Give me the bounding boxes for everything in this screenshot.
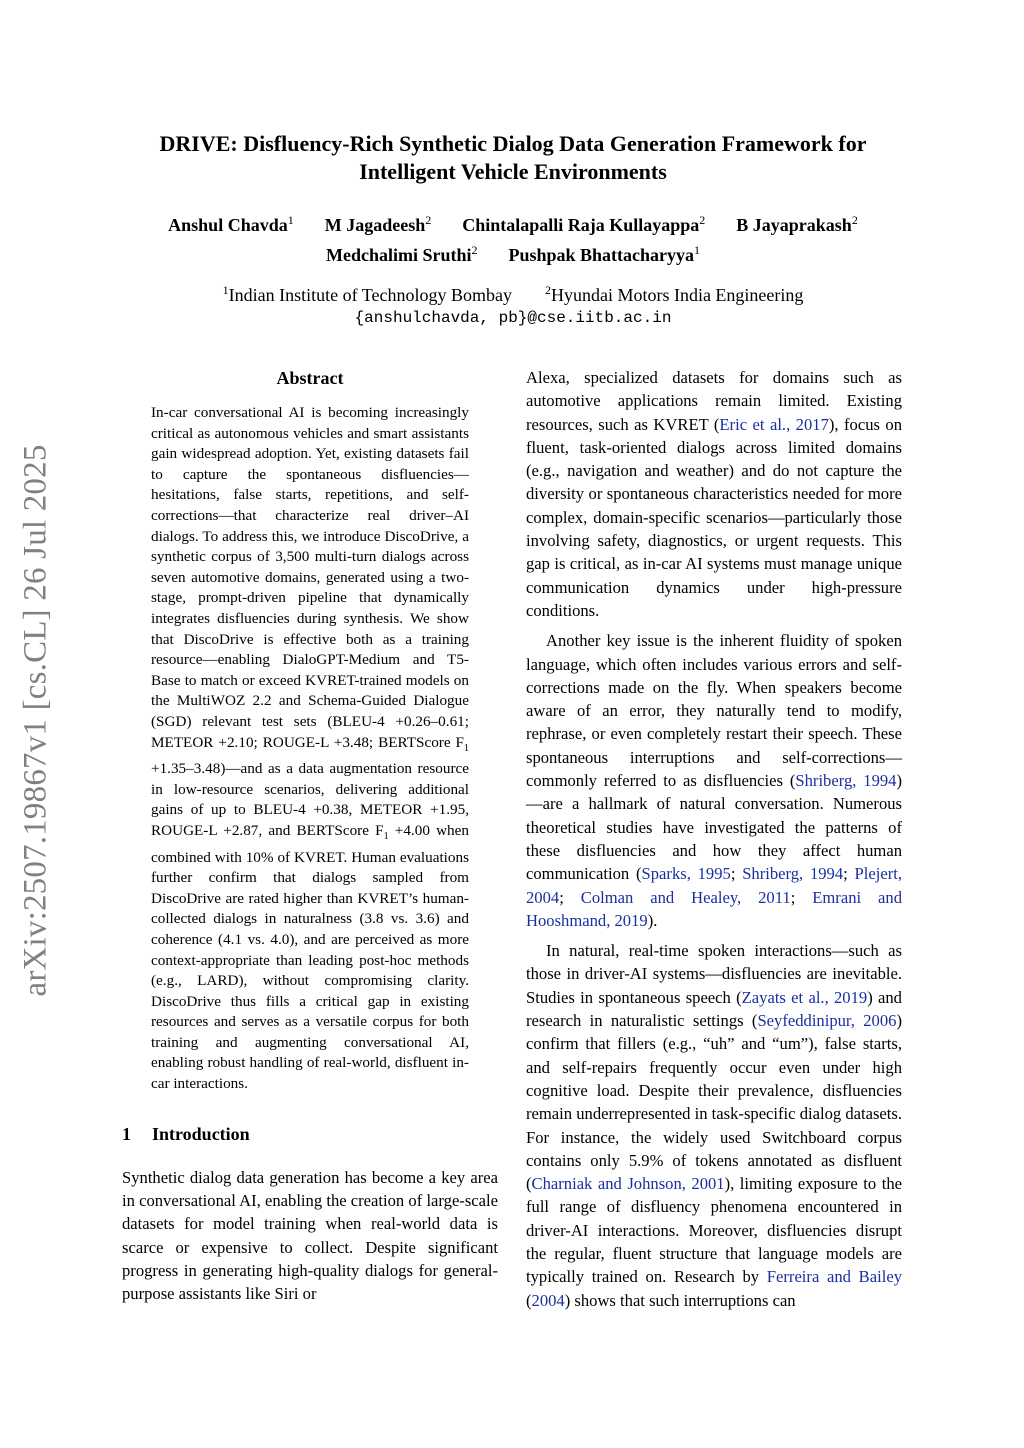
author-affiliation-mark: 2 <box>471 243 478 257</box>
citation-link[interactable]: 2004 <box>531 1290 565 1310</box>
author-affiliation-mark: 2 <box>699 213 706 227</box>
author-list <box>100 208 926 268</box>
subscript: 1 <box>383 830 389 842</box>
title-line-2: Intelligent Vehicle Environments <box>359 159 667 184</box>
intro-paragraph: Synthetic dialog data generation has become a key area in conversational AI, enabling the creation of large-scale datasets for model training when real-world data is scarce or expensive to collect. Despite significant progress in generating high-quality dialogs for general-purpose assistants like Siri or <box>122 1167 498 1304</box>
body-text: Alexa, specialized datasets for domains such as automotive applications remain limited. Existing resources, such as KVRET ( <box>526 368 902 434</box>
body-text: Another key issue is the inherent fluidity of spoken language, which often includes various errors and self-corrections made on the fly. When speakers become aware of an error, they naturally tend to modify, rephrase, or even completely restart their speech. These spontaneous interruptions and self-corrections—commonly referred to as disfluencies ( <box>526 631 902 791</box>
paper-title <box>100 130 926 186</box>
citation-link[interactable]: Plejert, 2004 <box>526 864 903 907</box>
body-text: ) and research in naturalistic settings ( <box>526 987 902 1031</box>
abstract-text-part: +4.00 when combined with 10% of KVRET. Human evaluations further confirm that dialogs sampled from DiscoDrive are rated higher than KVRET’s human-collected dialogs in naturalness (3.8 vs. 3.6) and coherence (4.1 vs. 4.0), and are perceived as more context-appropriate than leading post-hoc methods (e.g., LARD), without compromising clarity. DiscoDrive thus fills a critical gap in existing resources and serves as a versatile corpus for both training and augmenting conversational AI, enabling robust handling of real-world, disfluent in-car interactions. <box>151 821 469 1093</box>
section-title: Introduction <box>152 1123 250 1144</box>
author-name: Pushpak Bhattacharyya <box>508 245 695 265</box>
arxiv-identifier-margin <box>10 420 62 1020</box>
abstract-heading: Abstract <box>276 368 344 388</box>
body-text: In natural, real-time spoken interactions—such as those in driver-AI systems—disfluencies are inevitable. Studies in spontaneous speech ( <box>526 941 902 1007</box>
body-text: ; <box>730 864 743 884</box>
author-name: Anshul Chavda <box>168 215 288 235</box>
affiliation-mark: 1 <box>222 283 229 297</box>
affiliation-name: Hyundai Motors India Engineering <box>550 285 804 305</box>
body-text: ; <box>559 887 581 907</box>
abstract-text-part: +1.35–3.48)—and as a data augmentation resource in low-resource scenarios, delivering additional gains of up to BLEU-4 +0.38, METEOR +1.95, ROUGE-L +2.87, and BERTScore F <box>151 760 469 839</box>
abstract-text <box>151 403 469 1095</box>
subscript: 1 <box>464 742 469 754</box>
body-text: )—are a hallmark of natural conversation. Numerous theoretical studies have investigated the patterns of these disfluencies and how they affect human communication ( <box>526 771 902 884</box>
citation-link[interactable]: Charniak and Johnson, 2001 <box>531 1174 725 1194</box>
citation-link[interactable]: Shriberg, 1994 <box>795 771 897 791</box>
body-text: ), focus on fluent, task-oriented dialogs across limited domains (e.g., navigation and weather) and do not capture the diversity or spontaneous characteristics needed for more complex, domain-specific scenarios—particularly those involving safety, diagnostics, or urgent requests. This gap is critical, as in-car AI systems must manage unique communication dynamics under high-pressure conditions. <box>526 414 903 620</box>
citation-link[interactable]: Shriberg, 1994 <box>742 864 844 884</box>
author-affiliation-mark: 1 <box>694 243 701 257</box>
section-number: 1 <box>122 1123 131 1144</box>
citation-link[interactable]: Colman and Healey, 2011 <box>580 887 791 907</box>
title-line-1: DRIVE: Disfluency-Rich Synthetic Dialog Data Generation Framework for <box>159 131 867 156</box>
author-affiliation-mark: 1 <box>287 213 294 227</box>
body-paragraph <box>526 939 902 1312</box>
right-column <box>526 366 902 1312</box>
body-text: ) confirm that fillers (e.g., “uh” and “um”), false starts, and self-repairs frequently occur even under high cognitive load. Despite their prevalence, disfluencies remain underrepresented in task-specific dialog datasets. For instance, the widely used Switchboard corpus contains only 5.9% of tokens annotated as disfluent ( <box>526 1011 902 1194</box>
author-affiliation-mark: 2 <box>425 213 432 227</box>
author-name: Medchalimi Sruthi <box>325 245 472 265</box>
arxiv-identifier: arXiv:2507.19867v1 [cs.CL] 26 Jul 2025 <box>17 443 54 997</box>
citation-link[interactable]: Eric et al., 2017 <box>719 414 829 434</box>
author-name: Chintalapalli Raja Kullayappa <box>462 215 700 235</box>
author-name: B Jayaprakash <box>736 215 852 235</box>
section-heading-introduction <box>122 1122 498 1146</box>
body-text: ). <box>647 910 658 930</box>
citation-link[interactable]: Zayats et al., 2019 <box>741 987 868 1007</box>
affiliation-name: Indian Institute of Technology Bombay <box>228 285 512 305</box>
body-text: ; <box>843 864 855 884</box>
paper-header <box>100 130 926 329</box>
body-text: ; <box>790 887 813 907</box>
citation-link[interactable]: Seyfeddinipur, 2006 <box>757 1011 897 1031</box>
citation-link[interactable]: Sparks, 1995 <box>641 864 731 884</box>
body-text: ), limiting exposure to the full range of disfluency phenomena encountered in driver-AI interactions. Moreover, disfluencies disrupt the regular, fluent structure that language models are typically trained on. Research by <box>526 1174 902 1287</box>
author-affiliation-mark: 2 <box>851 213 858 227</box>
body-text: ) shows that such interruptions can <box>564 1290 796 1310</box>
contact-email: {anshulchavda, pb}@cse.iitb.ac.in <box>354 309 672 327</box>
affiliation-mark: 2 <box>544 283 551 297</box>
affiliations <box>100 278 926 329</box>
body-paragraph <box>526 629 902 932</box>
citation-link[interactable]: Emrani and Hooshmand, 2019 <box>526 887 903 930</box>
abstract-text-part: In-car conversational AI is becoming increasingly critical as autonomous vehicles and smart assistants gain widespread adoption. Yet, existing datasets fail to capture the spontaneous disfluencies—hesitations, false starts, repetitions, and self-corrections—that characterize real driver–AI dialogs. To address this, we introduce DiscoDrive, a synthetic corpus of 3,500 multi-turn dialogs across seven automotive domains, generated using a two-stage, prompt-driven pipeline that dynamically integrates disfluencies during synthesis. We show that DiscoDrive is effective both as a training resource—enabling DialoGPT-Medium and T5-Base to match or exceed KVRET-trained models on the MultiWOZ 2.2 and Schema-Guided Dialogue (SGD) relevant test sets (BLEU-4 +0.26–0.61; METEOR +2.10; ROUGE-L +3.48; BERTScore F <box>151 404 469 751</box>
author-name: M Jagadeesh <box>324 215 426 235</box>
left-column <box>122 366 498 1305</box>
body-paragraph <box>526 366 902 622</box>
body-text: ( <box>526 1290 532 1310</box>
citation-link[interactable]: Ferreira and Bailey <box>766 1267 902 1287</box>
